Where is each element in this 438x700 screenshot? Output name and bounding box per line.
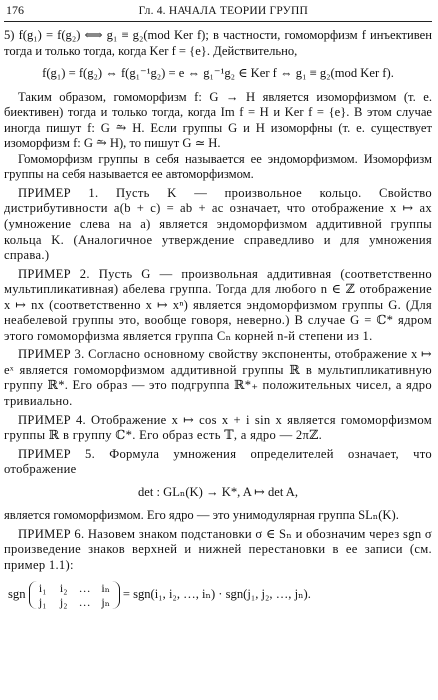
permutation-matrix [29,581,120,609]
sgn-prefix: sgn [8,586,26,601]
matrix-cell: i₁ [38,580,47,595]
sgn-suffix: = sgn(i₁, i₂, …, iₙ) · sgn(j₁, j₂, …, jₙ). [122,586,311,601]
matrix-cell: j₁ [38,594,47,609]
matrix-cell: … [78,594,91,609]
equation-sgn [4,581,432,609]
matrix-cell: i₂ [59,580,68,595]
chapter-title: Гл. 4. НАЧАЛА ТЕОРИИ ГРУПП [138,5,308,17]
equation-kernel: f(g₁) = f(g₂) ⇔ f(g₁⁻¹g₂) = e ⇔ g₁⁻¹g₂ ∈ Ker f ⇔ g₁ ≡ g₂(mod Ker f). [42,66,394,81]
equation-det: det : GLₙ(K) → K*, A ↦ det A, [137,484,299,499]
matrix-cell: … [78,580,91,595]
matrix-top-row [34,581,115,595]
example-4: ПРИМЕР 4. Отображение x ↦ cos x + i sin x является гомоморфизмом группы ℝ в группу ℂ*. Его образ есть 𝕋, а ядро — 2πℤ. [4,412,432,443]
example-6: ПРИМЕР 6. Назовем знаком подстановки σ ∈ Sₙ и обозначим через sgn σ произведение знаков верхней и нижней перестановки в ее записи (см. пример 1.1): [4,526,432,572]
page-number: 176 [6,3,24,17]
endo-auto-paragraph: Гомоморфизм группы в себя называется ее эндоморфизмом. Изоморфизм группы на себя называется ее автоморфизмом. [4,151,432,182]
matrix-cell: iₙ [101,580,110,595]
example-3: ПРИМЕР 3. Согласно основному свойству экспоненты, отображение x ↦ eˣ является гомоморфизмом аддитивной группы ℝ в мультипликативную группу ℝ*. Его образ — это подгруппа ℝ*₊ положительных чисел, а ядро тривиально. [4,347,432,409]
example-2: ПРИМЕР 2. Пусть G — произвольная аддитивная (соответственно мультипликативная) абелева группа. Тогда для любого n ∈ ℤ отображение x ↦ nx (соответственно x ↦ xⁿ) является эндоморфизмом группы G. (Для неабелевой группы это, вообще говоря, неверно.) В случае G = ℂ* ядром этого гомоморфизма является группа Cₙ корней n-й степени из 1. [4,266,432,343]
property-5: 5) f(g₁) = f(g₂) ⟺ g₁ ≡ g₂(mod Ker f); в частности, гомоморфизм f инъективен тогда и только тогда, когда Ker f = {e}. Действительно, [4,28,432,58]
isomorphism-paragraph: Таким образом, гомоморфизм f: G → H является изоморфизмом (т. е. биективен) тогда и только тогда, когда Im f = H и Ker f = {e}. В этом случае иногда пишут f: G ⥲ H. Если группы G и H изоморфны (т. е. существует изоморфизм f: G ⥲ H), то пишут G ≃ H. [4,89,432,151]
example-5: ПРИМЕР 5. Формула умножения определителей означает, что отображение [4,446,432,477]
page-body [4,28,432,609]
matrix-bottom-row [34,595,115,609]
header-rule [4,21,432,22]
example-1: ПРИМЕР 1. Пусть K — произвольное кольцо. Свойство дистрибутивности a(b + c) = ab + ac означает, что отображение x ↦ ax (умножение слева на a) является эндоморфизмом аддитивной группы кольца K. (Аналогичное утверждение справедливо и для умножения справа.) [4,185,432,263]
matrix-cell: j₂ [59,594,68,609]
running-head [4,0,432,18]
matrix-cell: jₙ [101,594,110,609]
sl-paragraph: является гомоморфизмом. Его ядро — это унимодулярная группа SLₙ(K). [4,508,399,523]
